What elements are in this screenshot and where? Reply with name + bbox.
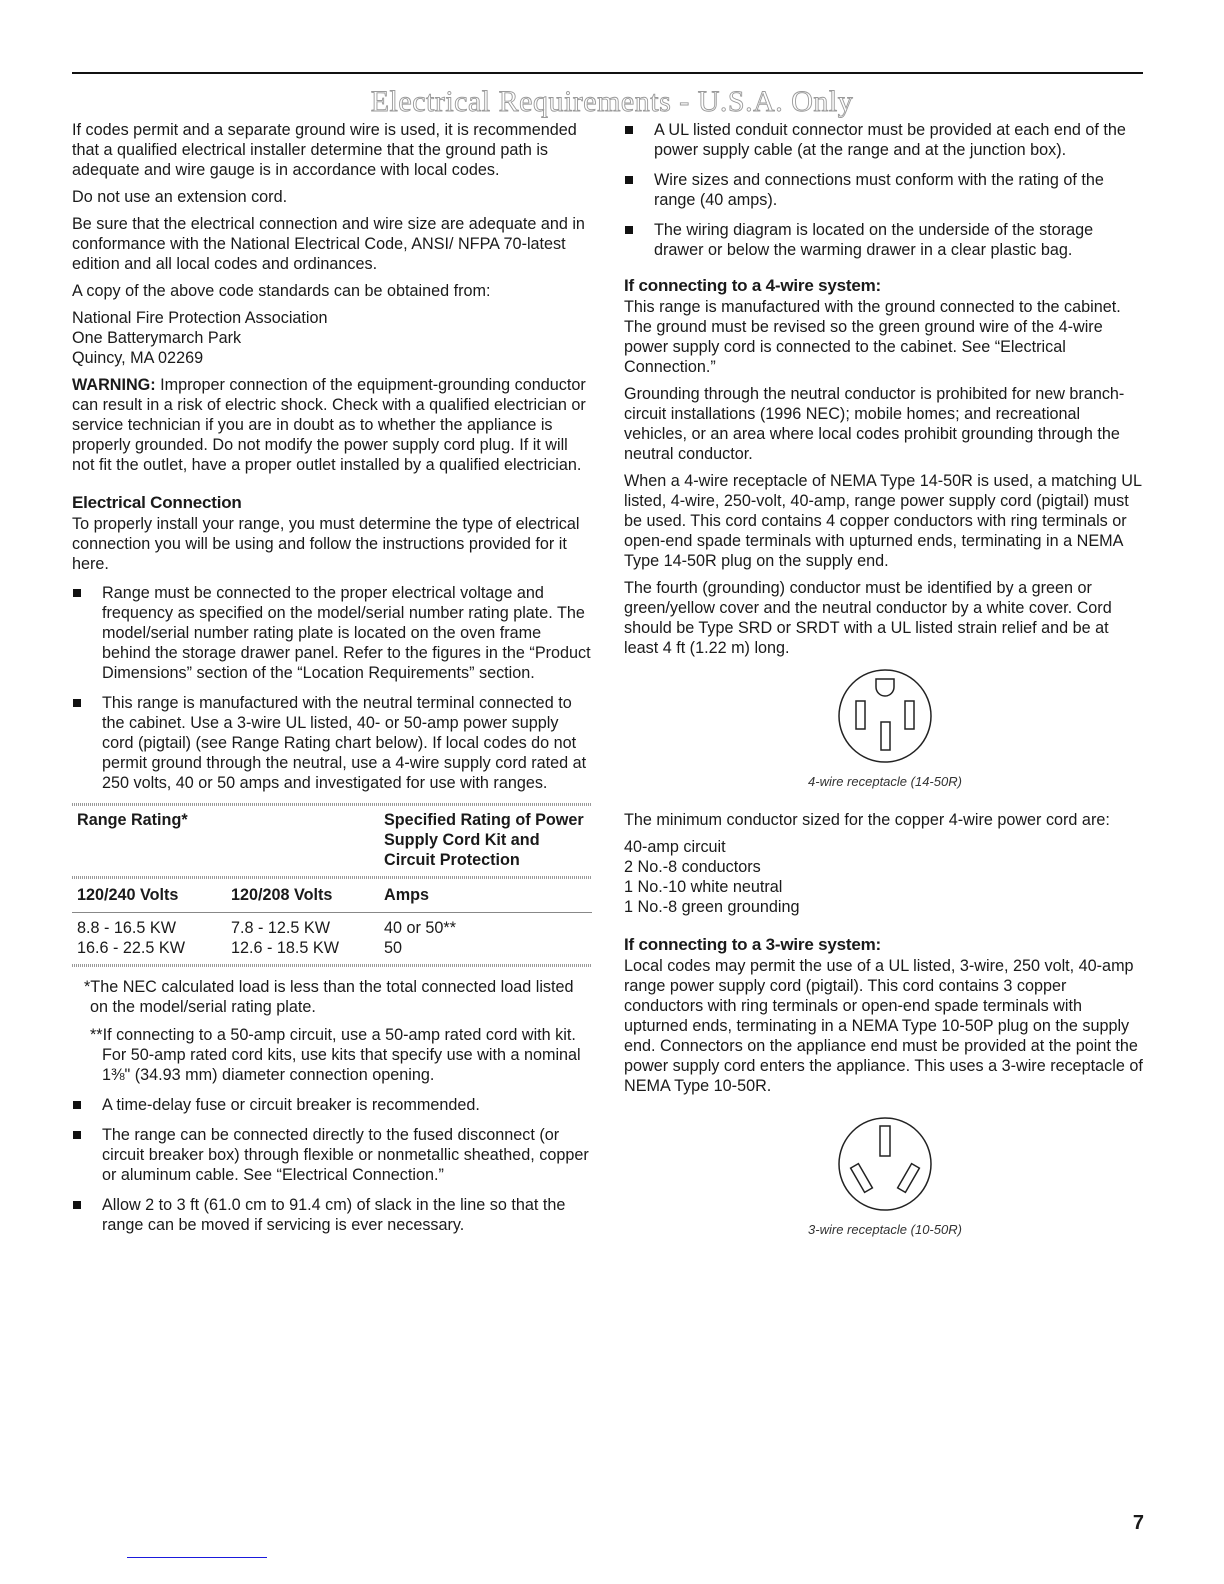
column-header: 120/240 Volts <box>77 886 179 904</box>
heading-electrical-connection: Electrical Connection <box>72 493 242 512</box>
heading-3-wire: If connecting to a 3-wire system: <box>624 935 881 954</box>
bullet-square-icon <box>73 699 81 707</box>
figure-4-wire-receptacle <box>624 666 1146 792</box>
paragraph-4wire-prohibited: Grounding through the neutral conductor is prohibited for new branch-circuit installations (1996 NEC); mobile homes; and recreational vehicles, or an area where local codes prohibit grounding through the neutral conductor. <box>624 385 1125 463</box>
bullet-item: A time-delay fuse or circuit breaker is recommended. <box>72 1095 592 1115</box>
warning-label: WARNING: <box>72 376 156 394</box>
figure-caption: 3-wire receptacle (10-50R) <box>808 1222 962 1237</box>
bullet-square-icon <box>73 1131 81 1139</box>
table-cell: 40 or 50** <box>384 919 456 937</box>
bullet-item: The wiring diagram is located on the underside of the storage drawer or below the warming drawer in a clear plastic bag. <box>624 220 1146 260</box>
paragraph-extension-cord: Do not use an extension cord. <box>72 188 288 206</box>
right-column <box>624 120 1146 1252</box>
address-line: Quincy, MA 02269 <box>72 349 204 367</box>
table-column-headers <box>72 879 592 912</box>
address-line: National Fire Protection Association <box>72 309 328 327</box>
paragraph-connection-intro: To properly install your range, you must determine the type of electrical connection you will be using and follow the instructions provided for it here. <box>72 515 580 573</box>
address-line: One Batterymarch Park <box>72 329 242 347</box>
bullet-square-icon <box>625 126 633 134</box>
min-conductor-list <box>624 837 1146 917</box>
list-item: 1 No.-8 green grounding <box>624 898 800 916</box>
header-specified-rating: Specified Rating of Power Supply Cord Kit and Circuit Protection <box>384 811 584 869</box>
table-cell: 7.8 - 12.5 KW <box>231 919 330 937</box>
bullet-item: This range is manufactured with the neutral terminal connected to the cabinet. Use a 3-wire UL listed, 40- or 50-amp power supply cord (pigtail) (see Range Rating chart below). If local codes do not permit ground through the neutral, use a 4-wire supply cord rated at 250 volts, 40 or 50 amps and investigated for use with ranges. <box>72 693 592 793</box>
bullet-square-icon <box>73 1201 81 1209</box>
paragraph-min-conductor: The minimum conductor sized for the copper 4-wire power cord are: <box>624 811 1110 829</box>
receptacle-14-50r-icon <box>835 666 935 766</box>
bullet-item: Allow 2 to 3 ft (61.0 cm to 91.4 cm) of slack in the line so that the range can be moved if servicing is ever necessary. <box>72 1195 592 1235</box>
table-cell: 16.6 - 22.5 KW <box>77 939 185 957</box>
list-item: 1 No.-10 white neutral <box>624 878 783 896</box>
paragraph-ground-wire: If codes permit and a separate ground wire is used, it is recommended that a qualified electrical installer determine that the ground path is adequate and wire gauge is in accordance with local codes. <box>72 121 577 179</box>
range-rating-table <box>72 803 592 967</box>
bullet-item: The range can be connected directly to the fused disconnect (or circuit breaker box) through flexible or nonmetallic sheathed, copper or aluminum cable. See “Electrical Connection.” <box>72 1125 592 1185</box>
footnote-nec-load: *The NEC calculated load is less than the total connected load listed on the model/serial rating plate. <box>84 978 574 1016</box>
table-cell: 12.6 - 18.5 KW <box>231 939 339 957</box>
page-number: 7 <box>1132 1512 1144 1534</box>
bullet-item: Range must be connected to the proper electrical voltage and frequency as specified on the model/serial number rating plate. The model/serial number rating plate is located on the oven frame behind the storage drawer panel. Refer to the figures in the “Product Dimensions” section of the “Location Requirements” section. <box>72 583 592 683</box>
heading-4-wire: If connecting to a 4-wire system: <box>624 276 881 295</box>
table-divider-dotted <box>72 876 592 879</box>
table-cell: 50 <box>384 939 403 957</box>
paragraph-4wire-fourth-conductor: The fourth (grounding) conductor must be identified by a green or green/yellow cover and the neutral conductor by a white cover. Cord should be Type SRD or SRDT with a UL listed strain relief and be at least 4 ft (1.22 m) long. <box>624 579 1112 657</box>
paragraph-3wire: Local codes may permit the use of a UL listed, 3-wire, 250 volt, 40-amp range power supply cord (pigtail). This cord contains 3 copper conductors with ring terminals or open-end spade terminals with upturned ends, terminating in a NEMA Type 10-50P plug on the supply end. Connectors on the appliance end must be provided at the point the power supply cord enters the appliance. This uses a 3-wire receptacle of NEMA Type 10-50R. <box>624 957 1143 1095</box>
footnote-50-amp: **If connecting to a 50-amp circuit, use a 50-amp rated cord with kit. For 50-amp rated cord kits, use kits that specify use with a nominal 1⅜" (34.93 mm) diameter connection opening. <box>90 1026 581 1084</box>
table-header-group <box>72 806 592 876</box>
bullet-item: A UL listed conduit connector must be provided at each end of the power supply cable (at the range and at the junction box). <box>624 120 1146 160</box>
bullet-square-icon <box>625 176 633 184</box>
list-item: 40-amp circuit <box>624 838 726 856</box>
footer-rule <box>127 1557 267 1558</box>
bullet-item: Wire sizes and connections must conform with the rating of the range (40 amps). <box>624 170 1146 210</box>
list-item: 2 No.-8 conductors <box>624 858 761 876</box>
warning-paragraph <box>72 375 592 475</box>
table-divider-dotted <box>72 964 592 967</box>
paragraph-code-conformance: Be sure that the electrical connection and wire size are adequate and in conformance with the National Electrical Code, ANSI/ NFPA 70-latest edition and all local codes and ordinances. <box>72 215 585 273</box>
table-body <box>72 913 592 964</box>
column-header: Amps <box>384 886 429 904</box>
paragraph-4wire-ground: This range is manufactured with the ground connected to the cabinet. The ground must be revised so the green ground wire of the 4-wire power supply cord is connected to the cabinet. See “Electrical Connection.” <box>624 298 1121 376</box>
top-rule <box>72 72 1143 74</box>
table-cell: 8.8 - 16.5 KW <box>77 919 176 937</box>
warning-text: Improper connection of the equipment-grounding conductor can result in a risk of electric shock. Check with a qualified electrician or service technician if you are in doubt as to whether the appliance is properly grounded. Do not modify the power supply cord plug. If it will not fit the outlet, have a proper outlet installed by a qualified electrician. <box>72 376 586 474</box>
table-row <box>72 918 592 938</box>
figure-3-wire-receptacle <box>624 1114 1146 1240</box>
bullet-square-icon <box>73 1101 81 1109</box>
paragraph-code-standards: A copy of the above code standards can be obtained from: <box>72 282 491 300</box>
page-title: Electrical Requirements - U.S.A. Only <box>370 85 854 118</box>
column-header: 120/208 Volts <box>231 886 333 904</box>
receptacle-10-50r-icon <box>835 1114 935 1214</box>
paragraph-4wire-nema: When a 4-wire receptacle of NEMA Type 14-50R is used, a matching UL listed, 4-wire, 250-volt, 40-amp, range power supply cord (pigtail) must be used. This cord contains 4 copper conductors with ring terminals or open-end spade terminals with upturned ends, terminating in a NEMA Type 14-50R plug on the supply end. <box>624 472 1142 570</box>
figure-caption: 4-wire receptacle (14-50R) <box>808 774 962 789</box>
bullet-square-icon <box>73 589 81 597</box>
header-range-rating: Range Rating* <box>77 811 188 829</box>
bullet-square-icon <box>625 226 633 234</box>
left-column <box>72 120 592 1245</box>
address-block <box>72 308 592 368</box>
table-row <box>72 938 592 958</box>
table-divider-dotted <box>72 803 592 806</box>
